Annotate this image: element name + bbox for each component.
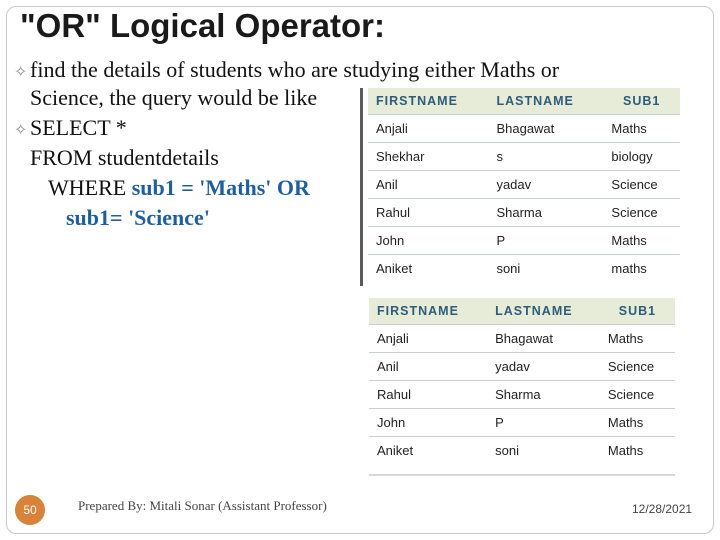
where-keyword: WHERE (48, 175, 132, 200)
cell: soni (488, 255, 603, 283)
cell: Maths (603, 227, 680, 255)
cell: P (487, 409, 600, 437)
cell: Sharma (487, 381, 600, 409)
bullet-line-1 (14, 56, 559, 87)
bullet-line-2 (14, 114, 127, 145)
table-header-row (368, 88, 680, 115)
table-row (369, 437, 675, 465)
table-header-row (369, 298, 675, 325)
table-row (369, 381, 675, 409)
cell: yadav (487, 353, 600, 381)
cell: Maths (600, 325, 675, 353)
table-row (369, 353, 675, 381)
table-row (368, 199, 680, 227)
table-row (368, 115, 680, 143)
cell: Science (603, 171, 680, 199)
table-row (368, 227, 680, 255)
footer-credit: Prepared By: Mitali Sonar (Assistant Professor) (78, 498, 327, 513)
cell: Maths (603, 115, 680, 143)
cell: Aniket (368, 255, 488, 283)
cell: Maths (600, 409, 675, 437)
text-line-6 (66, 204, 210, 232)
col-header: LASTNAME (488, 88, 603, 115)
cell: Bhagawat (487, 325, 600, 353)
source-table (368, 88, 680, 282)
cell: Bhagawat (488, 115, 603, 143)
cell: biology (603, 143, 680, 171)
cell: maths (603, 255, 680, 283)
bullet-icon: ✧ (14, 122, 28, 139)
cell: Rahul (368, 199, 488, 227)
table-row (368, 255, 680, 283)
cell: Aniket (369, 437, 487, 465)
footer-date: 12/28/2021 (632, 502, 693, 516)
cell: John (368, 227, 488, 255)
col-header: SUB1 (600, 298, 675, 325)
condition-2: sub1= 'Science' (66, 205, 210, 230)
condition-1: sub1 = 'Maths' OR (131, 175, 310, 200)
cell: Anjali (369, 325, 487, 353)
page-number-badge: 50 (15, 495, 45, 525)
table-shadow (369, 474, 675, 476)
cell: Science (600, 353, 675, 381)
cell: Rahul (369, 381, 487, 409)
text-line-4: FROM studentdetails (30, 145, 219, 170)
table-shadow (360, 88, 363, 286)
text-line-2: Science, the query would be like (30, 85, 318, 110)
cell: soni (487, 437, 600, 465)
cell: Anil (368, 171, 488, 199)
col-header: FIRSTNAME (368, 88, 488, 115)
col-header: LASTNAME (487, 298, 600, 325)
table-row (368, 143, 680, 171)
text-line-1: find the details of students who are studying either Maths or (30, 57, 560, 82)
col-header: SUB1 (603, 88, 680, 115)
cell: Science (600, 381, 675, 409)
cell: Anjali (368, 115, 488, 143)
bullet-icon: ✧ (14, 64, 28, 81)
table-row (369, 325, 675, 353)
cell: Maths (600, 437, 675, 465)
cell: Anil (369, 353, 487, 381)
cell: Science (603, 199, 680, 227)
table-row (368, 171, 680, 199)
text-line-5 (48, 174, 310, 202)
result-table (369, 298, 675, 464)
cell: Sharma (488, 199, 603, 227)
cell: John (369, 409, 487, 437)
cell: s (488, 143, 603, 171)
cell: yadav (488, 171, 603, 199)
text-line-3: SELECT * (30, 115, 127, 140)
col-header: FIRSTNAME (369, 298, 487, 325)
cell: Shekhar (368, 143, 488, 171)
cell: P (488, 227, 603, 255)
table-row (369, 409, 675, 437)
slide-title: "OR" Logical Operator: (20, 7, 385, 44)
